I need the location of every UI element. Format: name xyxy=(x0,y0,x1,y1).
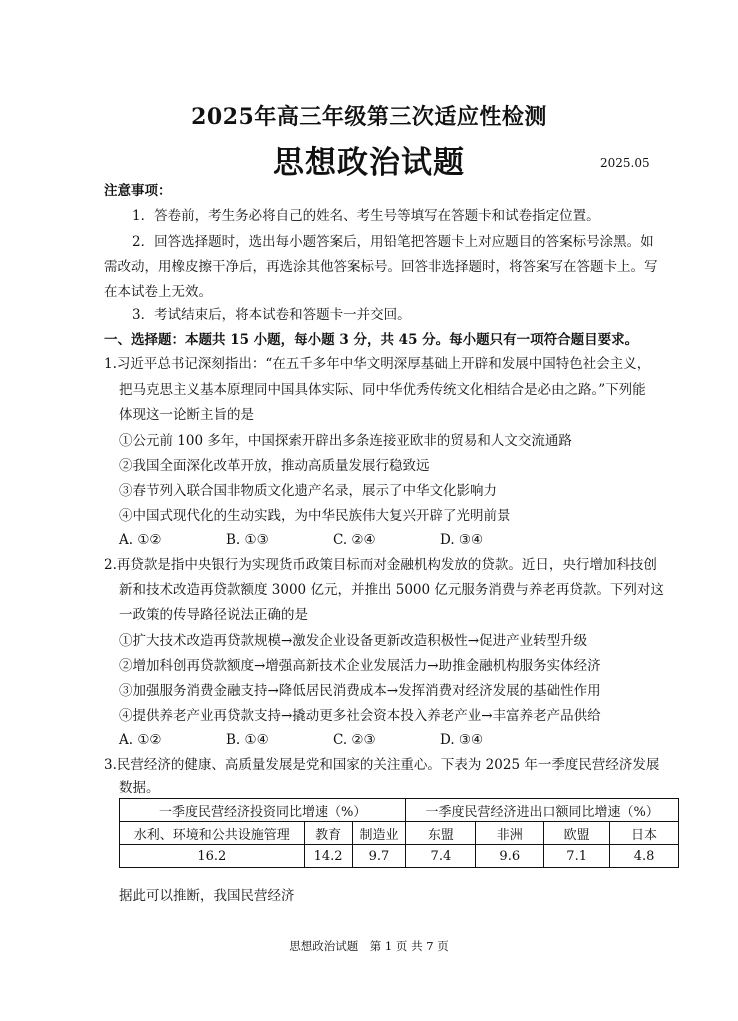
q3-data-table xyxy=(119,798,679,868)
table-header-cell: 非洲 xyxy=(476,822,544,845)
q2-choice-d: D. ③④ xyxy=(440,732,484,748)
q2-choice-b: B. ①④ xyxy=(226,732,269,748)
table-header-cell: 东盟 xyxy=(406,822,476,845)
q3-stem-line-1: 3.民营经济的健康、高质量发展是党和国家的关注重心。下表为 2025 年一季度民营经济发展 xyxy=(104,757,660,773)
q2-stem-line-2: 新和技术改造再贷款额度 3000 亿元，并推出 5000 亿元服务消费与养老再贷款。下列对这 xyxy=(119,582,664,598)
q1-choice-d: D. ③④ xyxy=(440,532,484,548)
q2-stem-line-3: 一政策的传导路径说法正确的是 xyxy=(119,607,308,623)
q1-choice-c: C. ②④ xyxy=(333,532,376,548)
table-value-cell: 7.4 xyxy=(406,845,476,868)
q2-stem-line-1: 2.再贷款是指中央银行为实现货币政策目标而对金融机构发放的贷款。近日，央行增加科技创 xyxy=(104,557,657,573)
q2-statement-1: ①扩大技术改造再贷款规模→激发企业设备更新改造积极性→促进产业转型升级 xyxy=(119,633,588,649)
notice-item-2-line-2: 需改动，用橡皮擦干净后，再选涂其他答案标号。回答非选择题时，将答案写在答题卡上。写 xyxy=(104,259,658,275)
q1-statement-4: ④中国式现代化的生动实践，为中华民族伟大复兴开辟了光明前景 xyxy=(119,508,511,524)
table-value-cell: 4.8 xyxy=(610,845,679,868)
table-header-cell: 教育 xyxy=(304,822,352,845)
q1-statement-2: ②我国全面深化改革开放，推动高质量发展行稳致远 xyxy=(119,458,430,474)
notice-item-2-line-1: 2．回答选择题时，选出每小题答案后，用铅笔把答题卡上对应题目的答案标号涂黑。如 xyxy=(132,234,654,250)
exam-title: 2025年高三年级第三次适应性检测 xyxy=(191,104,547,130)
q1-stem-line-1: 1.习近平总书记深刻指出：“在五千多年中华文明深厚基础上开辟和发展中国特色社会主义， xyxy=(104,356,651,372)
exam-date: 2025.05 xyxy=(600,156,650,170)
table-header-cell: 日本 xyxy=(610,822,679,845)
subject-title: 思想政治试题 xyxy=(273,145,465,181)
page-footer: 思想政治试题 第 1 页 共 7 页 xyxy=(289,939,449,953)
table-value-cell: 16.2 xyxy=(120,845,305,868)
table-group-header-investment: 一季度民营经济投资同比增速（%） xyxy=(120,799,406,822)
notice-item-2-line-3: 在本试卷上无效。 xyxy=(104,284,212,300)
table-header-cell: 水利、环境和公共设施管理 xyxy=(120,822,305,845)
q1-statement-1: ①公元前 100 多年，中国探索开辟出多条连接亚欧非的贸易和人文交流通路 xyxy=(119,433,572,449)
q1-choice-b: B. ①③ xyxy=(226,532,269,548)
q2-statement-3: ③加强服务消费金融支持→降低居民消费成本→发挥消费对经济发展的基础性作用 xyxy=(119,683,601,699)
q2-choice-a: A. ①② xyxy=(119,732,162,748)
q1-statement-3: ③春节列入联合国非物质文化遗产名录，展示了中华文化影响力 xyxy=(119,483,497,499)
q2-choice-c: C. ②③ xyxy=(333,732,376,748)
notice-item-3: 3．考试结束后，将本试卷和答题卡一并交回。 xyxy=(132,307,411,323)
table-header-cell: 制造业 xyxy=(352,822,406,845)
notice-item-1: 1．答卷前，考生务必将自己的姓名、考生号等填写在答题卡和试卷指定位置。 xyxy=(132,208,600,224)
table-value-cell: 7.1 xyxy=(544,845,610,868)
q3-stem-line-2: 数据。 xyxy=(119,780,160,796)
section-1-heading: 一、选择题：本题共 15 小题，每小题 3 分，共 45 分。每小题只有一项符合题目要求。 xyxy=(104,332,639,348)
q1-choice-a: A. ①② xyxy=(119,532,162,548)
table-value-cell: 14.2 xyxy=(304,845,352,868)
table-header-cell: 欧盟 xyxy=(544,822,610,845)
table-value-cell: 9.6 xyxy=(476,845,544,868)
notice-heading: 注意事项： xyxy=(104,183,172,199)
table-group-header-trade: 一季度民营经济进出口额同比增速（%） xyxy=(406,799,679,822)
q2-statement-4: ④提供养老产业再贷款支持→撬动更多社会资本投入养老产业→丰富养老产品供给 xyxy=(119,708,601,724)
q1-stem-line-3: 体现这一论断主旨的是 xyxy=(119,407,254,423)
table-value-cell: 9.7 xyxy=(352,845,406,868)
q1-stem-line-2: 把马克思主义基本原理同中国具体实际、同中华优秀传统文化相结合是必由之路。”下列能 xyxy=(119,382,646,398)
q3-follow-up: 据此可以推断，我国民营经济 xyxy=(119,888,295,904)
q2-statement-2: ②增加科创再贷款额度→增强高新技术企业发展活力→助推金融机构服务实体经济 xyxy=(119,658,601,674)
